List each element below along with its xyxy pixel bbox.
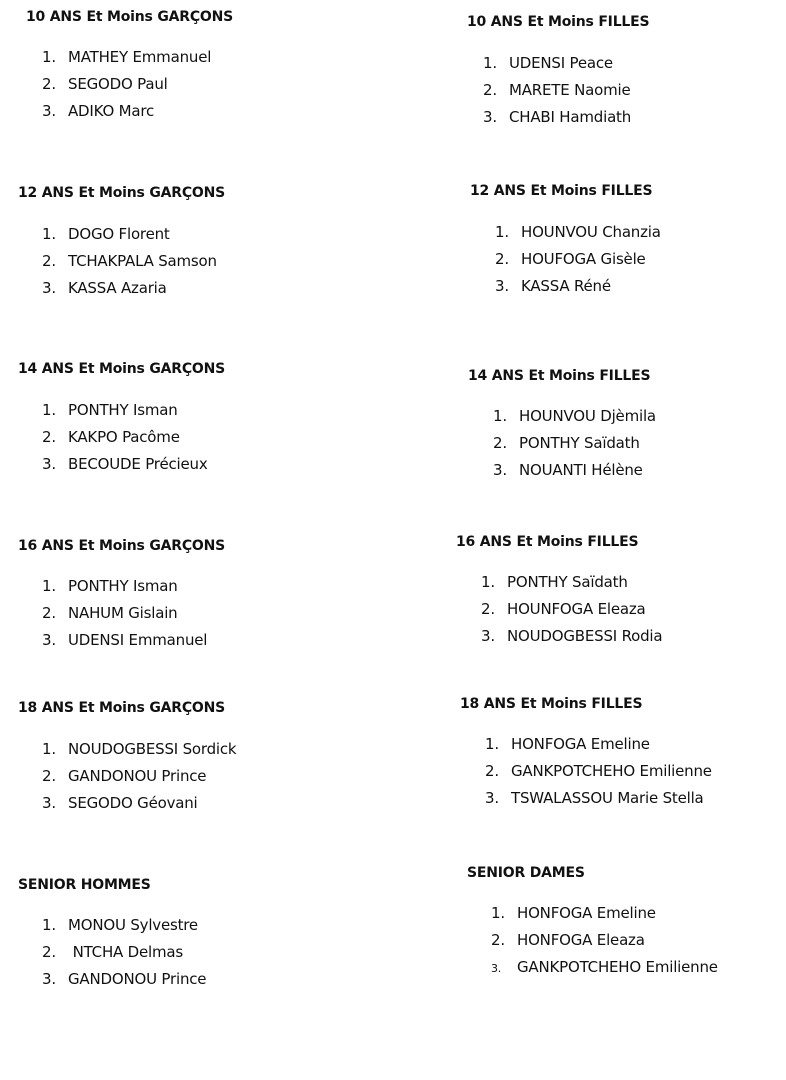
list-item: 1. UDENSI Peace [483, 54, 613, 72]
list-item: 2. GANKPOTCHEHO Emilienne [485, 762, 712, 780]
athlete-name: NOUDOGBESSI Sordick [68, 740, 237, 758]
list-item: 2. HOUNFOGA Eleaza [481, 600, 646, 618]
athlete-name: MARETE Naomie [509, 81, 631, 99]
list-item: 3. BECOUDE Précieux [42, 455, 208, 473]
athlete-name: MONOU Sylvestre [68, 916, 198, 934]
list-item: 3. GANDONOU Prince [42, 970, 207, 988]
category-heading: 18 ANS Et Moins GARÇONS [18, 700, 225, 716]
list-item: 1. MONOU Sylvestre [42, 916, 198, 934]
athlete-name: KASSA Réné [521, 277, 611, 295]
list-item: 1. NOUDOGBESSI Sordick [42, 740, 237, 758]
list-item: 1. DOGO Florent [42, 225, 170, 243]
category-heading: 12 ANS Et Moins GARÇONS [18, 185, 225, 201]
athlete-name: UDENSI Peace [509, 54, 613, 72]
list-item: 1. HOUNVOU Chanzia [495, 223, 661, 241]
athlete-name: PONTHY Saïdath [507, 573, 628, 591]
category-heading: 16 ANS Et Moins FILLES [456, 534, 639, 550]
list-item: 2. NAHUM Gislain [42, 604, 178, 622]
athlete-name: KASSA Azaria [68, 279, 167, 297]
list-item: 2. HONFOGA Eleaza [491, 931, 645, 949]
athlete-name: HOUNVOU Djèmila [519, 407, 656, 425]
athlete-name: TSWALASSOU Marie Stella [511, 789, 704, 807]
athlete-name: HOUFOGA Gisèle [521, 250, 646, 268]
athlete-name: GANDONOU Prince [68, 767, 207, 785]
athlete-name: NOUDOGBESSI Rodia [507, 627, 663, 645]
list-item: 3. CHABI Hamdiath [483, 108, 632, 126]
list-item: 1. HOUNVOU Djèmila [493, 407, 656, 425]
category-heading: 10 ANS Et Moins GARÇONS [26, 9, 233, 25]
list-item: 2. GANDONOU Prince [42, 767, 207, 785]
list-item: 1. PONTHY Saïdath [481, 573, 628, 591]
athlete-name: HONFOGA Emeline [517, 904, 656, 922]
category-heading: 12 ANS Et Moins FILLES [470, 183, 653, 199]
list-item: 3. NOUANTI Hélène [493, 461, 643, 479]
athlete-name: HONFOGA Eleaza [517, 931, 645, 949]
athlete-name: MATHEY Emmanuel [68, 48, 212, 66]
list-item: 3. SEGODO Géovani [42, 794, 198, 812]
list-item: 2. TCHAKPALA Samson [42, 252, 217, 270]
athlete-name: KAKPO Pacôme [68, 428, 180, 446]
list-item: 2. KAKPO Pacôme [42, 428, 180, 446]
list-item: 3. ADIKO Marc [42, 102, 155, 120]
athlete-name: PONTHY Isman [68, 401, 178, 419]
list-item: 2. NTCHA Delmas [42, 943, 184, 961]
athlete-name: HOUNVOU Chanzia [521, 223, 661, 241]
athlete-name: NTCHA Delmas [68, 943, 184, 961]
list-item: 2. MARETE Naomie [483, 81, 631, 99]
athlete-name: HONFOGA Emeline [511, 735, 650, 753]
list-item: 3. NOUDOGBESSI Rodia [481, 627, 663, 645]
list-item: 3. TSWALASSOU Marie Stella [485, 789, 704, 807]
list-item: 3. KASSA Réné [495, 277, 611, 295]
athlete-name: NOUANTI Hélène [519, 461, 643, 479]
category-heading: 14 ANS Et Moins GARÇONS [18, 361, 225, 377]
athlete-name: PONTHY Saïdath [519, 434, 640, 452]
category-heading: SENIOR HOMMES [18, 877, 151, 893]
athlete-name: ADIKO Marc [68, 102, 155, 120]
athlete-name: GANKPOTCHEHO Emilienne [511, 762, 712, 780]
athlete-name: SEGODO Paul [68, 75, 168, 93]
category-heading: 14 ANS Et Moins FILLES [468, 368, 651, 384]
list-item: 1. HONFOGA Emeline [485, 735, 650, 753]
athlete-name: NAHUM Gislain [68, 604, 178, 622]
category-heading: 18 ANS Et Moins FILLES [460, 696, 643, 712]
athlete-name: CHABI Hamdiath [509, 108, 632, 126]
list-item: 1. PONTHY Isman [42, 577, 178, 595]
category-heading: 16 ANS Et Moins GARÇONS [18, 538, 225, 554]
athlete-name: UDENSI Emmanuel [68, 631, 208, 649]
athlete-name: TCHAKPALA Samson [68, 252, 217, 270]
category-heading: SENIOR DAMES [467, 865, 585, 881]
athlete-name: BECOUDE Précieux [68, 455, 208, 473]
list-item: 2. PONTHY Saïdath [493, 434, 640, 452]
list-item: 1. PONTHY Isman [42, 401, 178, 419]
list-item: 3. UDENSI Emmanuel [42, 631, 208, 649]
athlete-name: GANDONOU Prince [68, 970, 207, 988]
list-item: 2. HOUFOGA Gisèle [495, 250, 646, 268]
athlete-name: SEGODO Géovani [68, 794, 198, 812]
list-item: 3. KASSA Azaria [42, 279, 167, 297]
athlete-name: PONTHY Isman [68, 577, 178, 595]
list-item: 3. GANKPOTCHEHO Emilienne [491, 958, 718, 976]
list-item: 2. SEGODO Paul [42, 75, 168, 93]
category-heading: 10 ANS Et Moins FILLES [467, 14, 650, 30]
athlete-name: GANKPOTCHEHO Emilienne [517, 958, 718, 976]
athlete-name: DOGO Florent [68, 225, 170, 243]
athlete-name: HOUNFOGA Eleaza [507, 600, 646, 618]
list-item: 1. HONFOGA Emeline [491, 904, 656, 922]
list-item: 1. MATHEY Emmanuel [42, 48, 212, 66]
